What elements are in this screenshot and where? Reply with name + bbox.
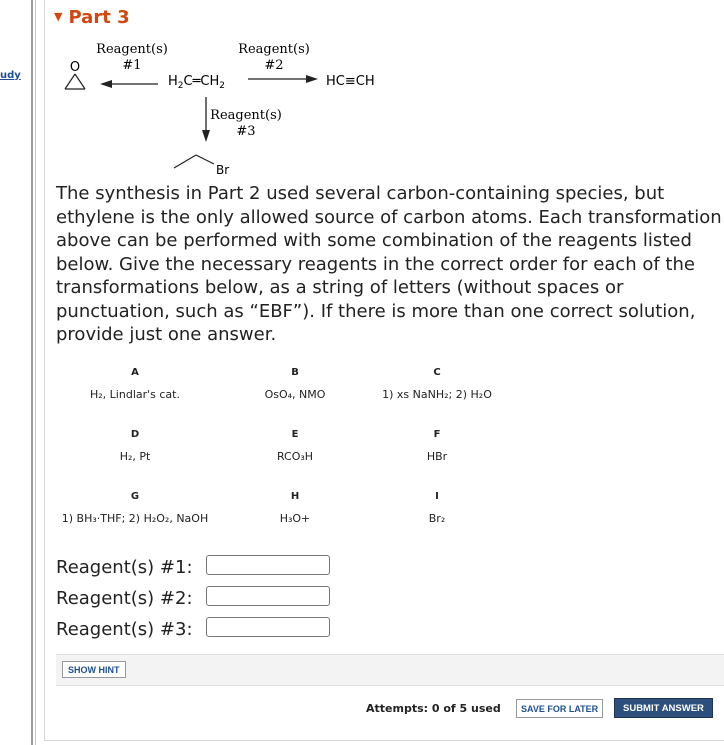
reagent2-input[interactable] <box>206 586 330 606</box>
reagent-cell-g <box>50 491 220 525</box>
reagent3-num: #3 <box>236 124 256 139</box>
answer-row-3 <box>56 617 336 643</box>
instructions-text: The synthesis in Part 2 used several carbon-containing species, but ethylene is the only allowed source of carbon atoms. Each transformation above can be performed with some combination of the reagents listed below. Give the necessary reagents in the correct order for each of the transformations below, as a string of letters (without spaces or punctuation, such as “EBF”). If there is more than one correct solution, provide just one answer. <box>56 183 722 345</box>
show-hint-button[interactable]: SHOW HINT <box>62 661 126 678</box>
ethylene-formula <box>168 74 225 91</box>
reagent-cell-f <box>357 429 517 463</box>
reagent-cell-a <box>60 367 210 401</box>
submit-answer-button[interactable]: SUBMIT ANSWER <box>614 698 713 718</box>
reagent-letter: B <box>291 367 299 378</box>
ethylene-double-bond: ═ <box>192 74 201 89</box>
ethylene-h: H <box>168 74 178 89</box>
answer-label-1: Reagent(s) #1: <box>56 557 193 578</box>
hint-bar <box>56 654 724 686</box>
arrow-down <box>202 97 210 142</box>
reagent-letter: I <box>435 491 439 502</box>
reagent-letter: C <box>433 367 441 378</box>
reagent-letter: F <box>433 429 441 440</box>
reaction-scheme <box>0 0 724 190</box>
reagent-text: H₃O+ <box>279 512 311 525</box>
reagent1-num: #1 <box>122 58 142 73</box>
reagent3-input[interactable] <box>206 617 330 637</box>
reagent1-label: Reagent(s) <box>96 42 168 57</box>
collapse-triangle-icon[interactable]: ▼ <box>54 10 63 23</box>
bromoethane-structure <box>174 155 214 168</box>
reagent-text: 1) xs NaNH₂; 2) H₂O <box>382 388 492 401</box>
bromine-label: Br <box>216 163 230 177</box>
reagent-text: H₂, Pt <box>119 450 151 463</box>
reagent-letter: A <box>131 367 139 378</box>
ethylene-sub2b: 2 <box>219 81 226 91</box>
product-alkyne: HC≡CH <box>326 74 375 89</box>
reagent-text: H₂, Lindlar's cat. <box>90 388 180 401</box>
part-title-text: Part 3 <box>68 7 130 28</box>
reagent2-label: Reagent(s) <box>238 42 310 57</box>
ethylene-ch: CH <box>200 74 220 89</box>
epoxide-oxygen-label: O <box>69 60 81 75</box>
study-link[interactable]: udy <box>0 70 21 81</box>
reagent-text: RCO₃H <box>276 450 314 463</box>
arrow-right <box>248 75 318 83</box>
reagent-letter: D <box>130 429 140 440</box>
reagent-cell-d <box>60 429 210 463</box>
arrow-left <box>100 80 158 88</box>
answer-row-1 <box>56 555 336 581</box>
reagent-cell-h <box>220 491 370 525</box>
epoxide-structure <box>65 74 85 89</box>
reagent-letter: G <box>130 491 140 502</box>
answer-row-2 <box>56 586 336 612</box>
reagent2-num: #2 <box>264 58 284 73</box>
reagent-letter: E <box>291 429 299 440</box>
attempts-counter: Attempts: 0 of 5 used <box>366 702 501 715</box>
reagent-text: 1) BH₃·THF; 2) H₂O₂, NaOH <box>61 512 209 525</box>
ethylene-sub2: 2 <box>177 81 184 91</box>
reagent-text: OsO₄, NMO <box>264 388 326 401</box>
reagent-cell-c <box>357 367 517 401</box>
answer-label-3: Reagent(s) #3: <box>56 619 193 640</box>
reagent-letter: H <box>290 491 300 502</box>
reagent-text: Br₂ <box>428 512 446 525</box>
reagent1-input[interactable] <box>206 555 330 575</box>
reagent-cell-b <box>220 367 370 401</box>
reagent3-label: Reagent(s) <box>210 108 282 123</box>
save-for-later-button[interactable]: SAVE FOR LATER <box>516 699 603 718</box>
answer-label-2: Reagent(s) #2: <box>56 588 193 609</box>
ethylene-c: C <box>183 74 193 89</box>
reagent-cell-e <box>220 429 370 463</box>
reagent-text: HBr <box>426 450 448 463</box>
reagent-cell-i <box>357 491 517 525</box>
